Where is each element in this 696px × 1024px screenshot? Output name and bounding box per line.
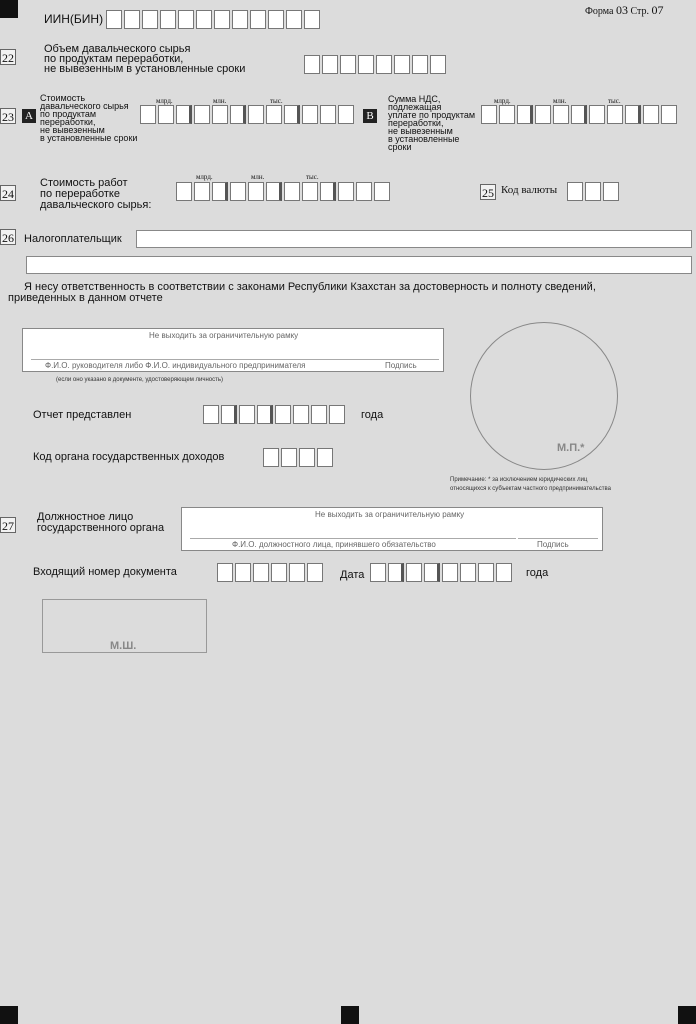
- input-cell[interactable]: [176, 105, 192, 124]
- field-24-cells[interactable]: [176, 182, 392, 201]
- input-cell[interactable]: [571, 105, 587, 124]
- input-cell[interactable]: [221, 405, 237, 424]
- input-cell[interactable]: [203, 405, 219, 424]
- currency-code-cells[interactable]: [567, 182, 621, 201]
- field-23b-label-line4: переработки,: [388, 118, 444, 128]
- input-cell[interactable]: [284, 182, 300, 201]
- official-sign-caption: Подпись: [537, 540, 569, 549]
- input-cell[interactable]: [585, 182, 601, 201]
- manager-sign-line: [359, 359, 439, 360]
- official-name-line: [190, 538, 516, 539]
- revenue-code-label: Код органа государственных доходов: [33, 451, 225, 463]
- input-cell[interactable]: [499, 105, 515, 124]
- input-cell[interactable]: [412, 55, 428, 74]
- official-signature-box[interactable]: [181, 507, 603, 551]
- input-cell[interactable]: [307, 563, 323, 582]
- field-23a-label-line6: в установленные сроки: [40, 133, 138, 143]
- manager-signature-box[interactable]: [22, 328, 444, 372]
- input-cell[interactable]: [263, 448, 279, 467]
- field-23a-unit-ths: тыс.: [270, 97, 283, 105]
- revenue-code-cells[interactable]: [263, 448, 335, 467]
- field-23b-label-line5: не вывезенным: [388, 126, 453, 136]
- input-cell[interactable]: [250, 10, 266, 29]
- field-23b-letter: B: [363, 109, 377, 123]
- field-24-label-line2: по переработке: [40, 188, 120, 200]
- field-27-label-line2: государственного органа: [37, 522, 165, 534]
- input-cell[interactable]: [232, 10, 248, 29]
- field-23b-label-line6: в установленные: [388, 134, 460, 144]
- field-23a-unit-bln: млрд.: [156, 97, 173, 105]
- page-word: Стр.: [630, 6, 649, 17]
- incoming-date-cells[interactable]: [370, 563, 514, 582]
- input-cell[interactable]: [496, 563, 512, 582]
- input-cell[interactable]: [271, 563, 287, 582]
- field-23a-label-line2: давальческого сырья: [40, 101, 129, 111]
- official-name-caption: Ф.И.О. должностного лица, принявшего обязательство: [232, 540, 436, 549]
- input-cell[interactable]: [358, 55, 374, 74]
- input-cell[interactable]: [235, 563, 251, 582]
- input-cell[interactable]: [374, 182, 390, 201]
- input-cell[interactable]: [478, 563, 494, 582]
- input-cell[interactable]: [268, 10, 284, 29]
- field-23a-letter: A: [22, 109, 36, 123]
- input-cell[interactable]: [248, 105, 264, 124]
- manager-signature-hint: Не выходить за ограничительную рамку: [149, 331, 299, 340]
- input-cell[interactable]: [388, 563, 404, 582]
- stamp-label: М.П.*: [557, 442, 585, 454]
- input-cell[interactable]: [430, 55, 446, 74]
- field-26-label: Налогоплательщик: [24, 233, 122, 245]
- input-cell[interactable]: [567, 182, 583, 201]
- field-24-unit-bln: млрд.: [196, 173, 213, 181]
- iin-label: ИИН(БИН): [44, 12, 104, 26]
- field-23a-label-line3: по продуктам: [40, 109, 97, 119]
- input-cell[interactable]: [286, 10, 302, 29]
- stamp-circle: [470, 322, 618, 470]
- input-cell[interactable]: [304, 10, 320, 29]
- input-cell[interactable]: [214, 10, 230, 29]
- input-cell[interactable]: [460, 563, 476, 582]
- field-23a-label-line5: не вывезенным: [40, 125, 105, 135]
- field-26-number: 26: [2, 231, 14, 245]
- input-cell[interactable]: [320, 105, 336, 124]
- field-22-cells[interactable]: [304, 55, 448, 74]
- input-cell[interactable]: [643, 105, 659, 124]
- taxpayer-field-line2[interactable]: [26, 256, 692, 274]
- field-23b-unit-bln: млрд.: [494, 97, 511, 105]
- input-cell[interactable]: [553, 105, 569, 124]
- field-23b-label-line1: Сумма НДС,: [388, 94, 441, 104]
- input-cell[interactable]: [603, 182, 619, 201]
- input-cell[interactable]: [194, 105, 210, 124]
- field-23-number: 23: [2, 110, 14, 124]
- input-cell[interactable]: [304, 55, 320, 74]
- responsibility-text-line1: Я несу ответственность в соответствии с законами Республики Кзахстан за достоверность и полноту сведений,: [24, 281, 596, 293]
- field-24-label-line1: Стоимость работ: [40, 177, 128, 189]
- field-23b-label-line3: уплате по продуктам: [388, 110, 476, 120]
- field-25-number: 25: [482, 186, 494, 200]
- incoming-number-label: Входящий номер документа: [33, 566, 177, 578]
- input-cell[interactable]: [140, 105, 156, 124]
- input-cell[interactable]: [217, 563, 233, 582]
- input-cell[interactable]: [394, 55, 410, 74]
- input-cell[interactable]: [230, 182, 246, 201]
- input-cell[interactable]: [376, 55, 392, 74]
- input-cell[interactable]: [370, 563, 386, 582]
- stamp-note-line1: Примечание: * за исключением юридических лиц: [450, 477, 588, 483]
- input-cell[interactable]: [196, 10, 212, 29]
- field-22-label-line2: по продуктам переработки,: [44, 53, 184, 65]
- input-cell[interactable]: [160, 10, 176, 29]
- input-cell[interactable]: [281, 448, 297, 467]
- form-word: Форма: [585, 6, 614, 17]
- field-23b-label-line7: сроки: [388, 142, 412, 152]
- report-date-cells[interactable]: [203, 405, 347, 424]
- manager-sign-caption: Подпись: [385, 361, 417, 370]
- field-22-label-line1: Объем давальческого сырья: [44, 43, 191, 55]
- input-cell[interactable]: [212, 182, 228, 201]
- field-22-number: 22: [2, 51, 14, 65]
- input-cell[interactable]: [311, 405, 327, 424]
- input-cell[interactable]: [266, 105, 282, 124]
- field-27-number: 27: [2, 519, 14, 533]
- input-cell[interactable]: [275, 405, 291, 424]
- responsibility-text-line2: приведенных в данном отчете: [8, 292, 163, 304]
- incoming-date-label: Дата: [340, 569, 365, 581]
- official-signature-hint: Не выходить за ограничительную рамку: [315, 510, 465, 519]
- field-24-unit-ths: тыс.: [306, 173, 319, 181]
- form-page-indicator: [585, 3, 663, 18]
- field-24-number: 24: [2, 187, 14, 201]
- field-23a-unit-mln: млн.: [213, 97, 227, 105]
- field-23b-cells[interactable]: [481, 105, 679, 124]
- input-cell[interactable]: [176, 182, 192, 201]
- input-cell[interactable]: [266, 182, 282, 201]
- field-23b-label-line2: подлежащая: [388, 102, 442, 112]
- input-cell[interactable]: [442, 563, 458, 582]
- stamp-note-line2: относящихся к субъектам частного предпринимательства: [450, 486, 611, 492]
- input-cell[interactable]: [302, 105, 318, 124]
- input-cell[interactable]: [230, 105, 246, 124]
- input-cell[interactable]: [481, 105, 497, 124]
- input-cell[interactable]: [607, 105, 623, 124]
- input-cell[interactable]: [302, 182, 318, 201]
- official-sign-line: [518, 538, 598, 539]
- input-cell[interactable]: [625, 105, 641, 124]
- field-27-label-line1: Должностное лицо: [37, 511, 134, 523]
- manager-name-caption: Ф.И.О. руководителя либо Ф.И.О. индивидуального предпринимателя: [45, 361, 306, 370]
- registration-mark-bottom-left: [0, 1006, 18, 1024]
- manager-name-line: [31, 359, 379, 360]
- input-cell[interactable]: [142, 10, 158, 29]
- report-submitted-label: Отчет представлен: [33, 409, 132, 421]
- input-cell[interactable]: [517, 105, 533, 124]
- input-cell[interactable]: [329, 405, 345, 424]
- field-25-label: Код валюты: [501, 184, 558, 196]
- input-cell[interactable]: [284, 105, 300, 124]
- field-23a-cells[interactable]: [140, 105, 356, 124]
- field-24-label-line3: давальческого сырья:: [40, 199, 152, 211]
- input-cell[interactable]: [338, 182, 354, 201]
- page-number: 07: [651, 3, 664, 17]
- input-cell[interactable]: [424, 563, 440, 582]
- field-22-label-line3: не вывезенным в установленные сроки: [44, 63, 246, 75]
- input-cell[interactable]: [124, 10, 140, 29]
- input-cell[interactable]: [239, 405, 255, 424]
- input-cell[interactable]: [356, 182, 372, 201]
- input-cell[interactable]: [299, 448, 315, 467]
- input-cell[interactable]: [661, 105, 677, 124]
- input-cell[interactable]: [320, 182, 336, 201]
- input-cell[interactable]: [293, 405, 309, 424]
- registration-mark-bottom-right: [678, 1006, 696, 1024]
- input-cell[interactable]: [289, 563, 305, 582]
- manager-identity-note: (если оно указано в документе, удостоверяющем личность): [56, 377, 224, 383]
- incoming-number-cells[interactable]: [217, 563, 325, 582]
- input-cell[interactable]: [106, 10, 122, 29]
- input-cell[interactable]: [589, 105, 605, 124]
- input-cell[interactable]: [194, 182, 210, 201]
- input-cell[interactable]: [257, 405, 273, 424]
- registration-mark-top-left: [0, 0, 18, 18]
- input-cell[interactable]: [535, 105, 551, 124]
- field-23b-unit-ths: тыс.: [608, 97, 621, 105]
- field-23a-label-line4: переработки,: [40, 117, 96, 127]
- input-cell[interactable]: [248, 182, 264, 201]
- field-24-unit-mln: млн.: [251, 173, 265, 181]
- input-cell[interactable]: [178, 10, 194, 29]
- form-number: 03: [615, 3, 628, 17]
- input-cell[interactable]: [338, 105, 354, 124]
- field-23b-unit-mln: млн.: [553, 97, 567, 105]
- registration-mark-bottom-center: [341, 1006, 359, 1024]
- input-cell[interactable]: [317, 448, 333, 467]
- incoming-date-suffix: года: [526, 567, 549, 579]
- report-submitted-suffix: года: [361, 409, 384, 421]
- input-cell[interactable]: [322, 55, 338, 74]
- input-cell[interactable]: [158, 105, 174, 124]
- ms-stamp-label: М.Ш.: [110, 640, 137, 652]
- taxpayer-field-line1[interactable]: [136, 230, 692, 248]
- input-cell[interactable]: [340, 55, 356, 74]
- input-cell[interactable]: [406, 563, 422, 582]
- iin-cells[interactable]: [106, 10, 322, 29]
- input-cell[interactable]: [212, 105, 228, 124]
- input-cell[interactable]: [253, 563, 269, 582]
- field-23a-label-line1: Стоимость: [40, 93, 86, 103]
